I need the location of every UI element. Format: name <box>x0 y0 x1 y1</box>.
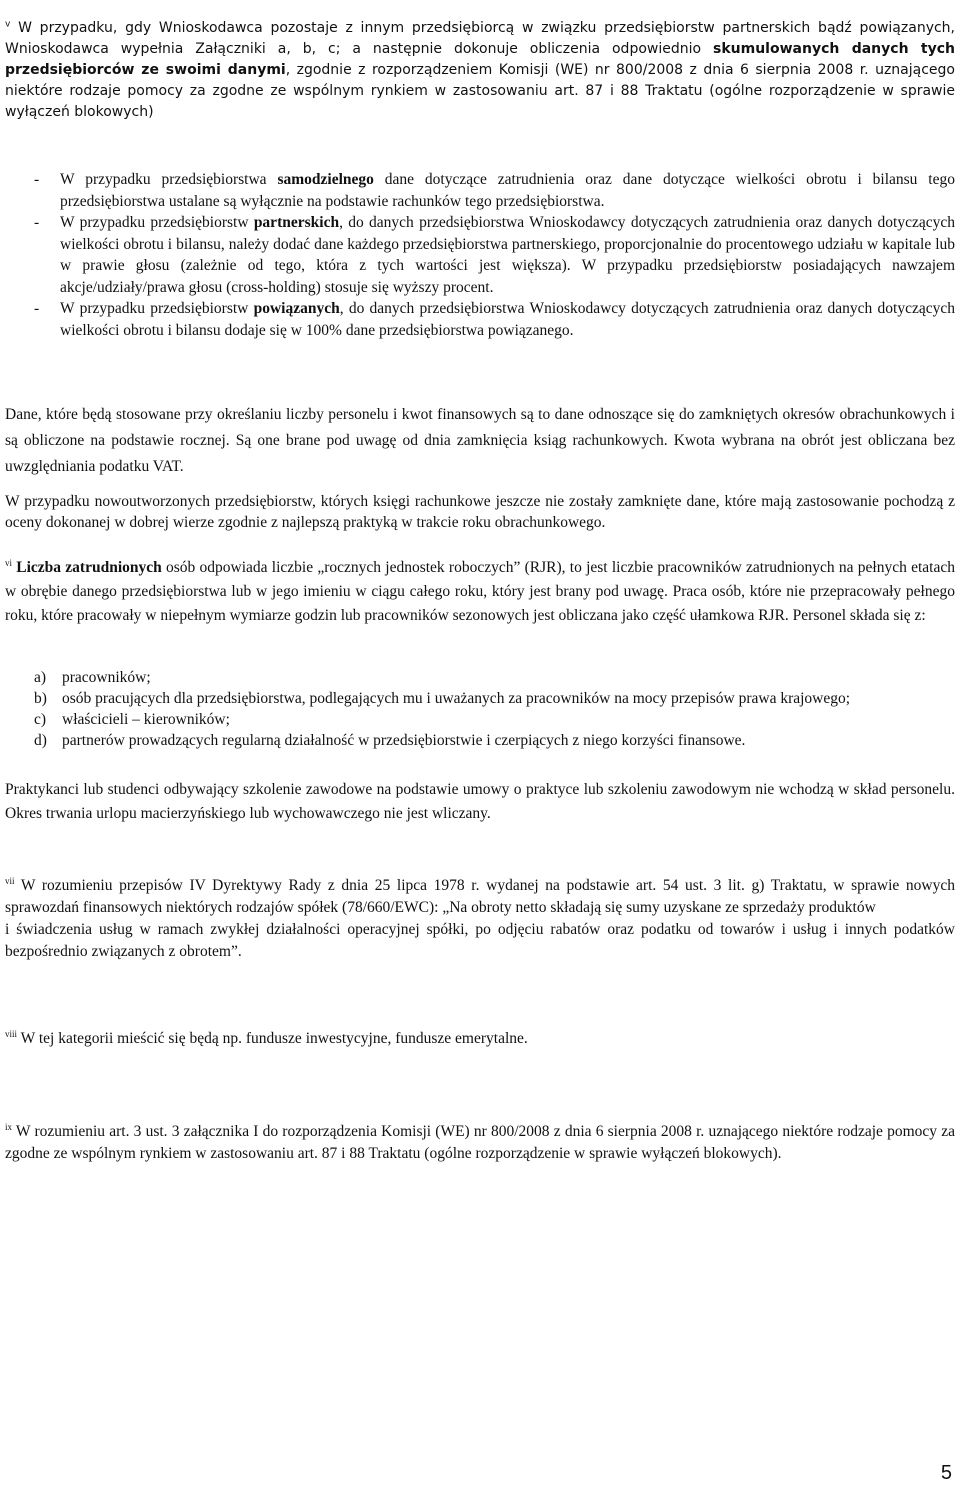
footnote-text: W rozumieniu przepisów IV Dyrektywy Rady z dnia 25 lipca 1978 r. wydanej na podstawie art. 54 ust. 3 lit. g) Traktatu, w sprawie nowych sprawozdań finansowych niektórych rodzajów spółek (78/660/EWC): „Na obroty netto składają się sumy uzyskane ze sprzedaży produktów <box>5 877 955 916</box>
footnote-bold-text: Liczba zatrudnionych <box>16 559 162 576</box>
list-marker: b) <box>34 690 47 707</box>
list-item <box>5 667 955 688</box>
list-item <box>5 709 955 730</box>
footnote-v <box>5 18 955 123</box>
list-item <box>5 688 955 709</box>
list-item <box>5 730 955 751</box>
footnote-mark: vii <box>5 875 15 886</box>
list-item <box>5 169 955 212</box>
list-text: właścicieli – kierowników; <box>62 711 230 728</box>
footnote-line: i świadczenia usług w ramach zwykłej działalności operacyjnej spółki, po odjęciu rabatów oraz podatku od towarów i usług i innych podatków bezpośrednio związanych z obrotem”. <box>5 921 955 960</box>
footnote-text: osób odpowiada liczbie „rocznych jednostek roboczych” (RJR), to jest liczbie pracowników zatrudnionych na pełnych etatach w obrębie danego przedsiębiorstwa lub w jego imieniu w ciągu całego roku, który jest brany pod uwagę. Praca osób, które nie przepracowały pełnego roku, które pracowały w niepełnym wymiarze godzin lub pracowników sezonowych jest obliczana jako część ułamkowa RJR. Personel składa się z: <box>5 559 956 624</box>
list-marker: d) <box>34 732 47 749</box>
footnote-vii <box>5 875 955 963</box>
footnote-mark: ix <box>5 1121 13 1132</box>
list-text: dane dotyczące zatrudnienia oraz dane dotyczące wielkości obrotu i bilansu tego przedsiębiorstwa ustalane są wyłącznie na podstawie rachunków tego przedsiębiorstwa. <box>60 171 955 210</box>
page-number: 5 <box>940 1462 952 1484</box>
list-bold-text: samodzielnego <box>277 171 374 188</box>
paragraph-data-source: Dane, które będą stosowane przy określaniu liczby personelu i kwot finansowych są to dane odnoszące się do zamkniętych okresów obrachunkowych i są obliczone na podstawie rocznej. Są one brane pod uwagę od dnia zamknięcia ksiąg rachunkowych. Kwota wybrana na obrót jest obliczana bez uwzględniania podatku VAT. <box>5 406 955 475</box>
list-marker: a) <box>34 669 47 686</box>
footnote-vi <box>5 556 955 628</box>
footnote-mark: viii <box>5 1028 18 1039</box>
paragraph-trainees: Praktykanci lub studenci odbywający szkolenie zawodowe na podstawie umowy o praktyce lub szkoleniu zawodowym nie wchodzą w skład personelu. Okres trwania urlopu macierzyńskiego lub wychowawczego nie jest wliczany. <box>5 781 955 822</box>
footnote-viii <box>5 1028 955 1050</box>
footnote-bold-text: skumulowanych danych tych przedsiębiorców ze swoimi danymi <box>5 41 955 78</box>
footnote-text: W rozumieniu art. 3 ust. 3 załącznika I do rozporządzenia Komisji (WE) nr 800/2008 z dnia 6 sierpnia 2008 r. uznającego niektóre rodzaje pomocy za zgodne ze wspólnym rynkiem w zastosowaniu art. 87 i 88 Traktatu (ogólne rozporządzenie w sprawie wyłączeń blokowych). <box>5 1123 955 1162</box>
footnote-mark: v <box>5 19 11 30</box>
personnel-list <box>5 667 955 751</box>
list-text: , do danych przedsiębiorstwa Wnioskodawcy dotyczących zatrudnienia oraz danych dotyczących wielkości obrotu i bilansu dodaje się w 100% dane przedsiębiorstwa powiązanego. <box>60 300 955 339</box>
list-text: W przypadku przedsiębiorstwa <box>60 171 278 188</box>
enterprise-types-list <box>5 169 955 341</box>
list-bold-text: partnerskich <box>253 214 340 231</box>
footnote-mark: vi <box>5 557 13 568</box>
list-text: osób pracujących dla przedsiębiorstwa, podlegających mu i uważanych za pracowników na mocy przepisów prawa krajowego; <box>62 690 851 707</box>
list-marker: c) <box>34 711 47 728</box>
list-item <box>5 212 955 298</box>
list-item <box>5 298 955 341</box>
footnote-ix <box>5 1121 955 1165</box>
list-text: W przypadku przedsiębiorstw <box>60 300 254 317</box>
list-text: W przypadku przedsiębiorstw <box>60 214 254 231</box>
list-bold-text: powiązanych <box>253 300 340 317</box>
footnote-text: , zgodnie z rozporządzeniem Komisji (WE) nr 800/2008 z dnia 6 sierpnia 2008 r. uznającego niektóre rodzaje pomocy za zgodne ze wspólnym rynkiem w zastosowaniu art. 87 i 88 Traktatu (ogólne rozporządzenie w sprawie wyłączeń blokowych) <box>5 62 955 120</box>
paragraph-new-enterprises: W przypadku nowoutworzonych przedsiębiorstw, których księgi rachunkowe jeszcze nie zostały zamknięte dane, które mają zastosowanie pochodzą z oceny dokonanej w dobrej wierze zgodnie z najlepszą praktyką w trakcie roku obrachunkowego. <box>5 493 955 531</box>
footnote-text: W tej kategorii mieścić się będą np. fundusze inwestycyjne, fundusze emerytalne. <box>17 1030 528 1047</box>
list-text: pracowników; <box>62 669 151 686</box>
footnote-line <box>5 875 955 919</box>
list-text: partnerów prowadzących regularną działalność w przedsiębiorstwie i czerpiących z niego korzyści finansowe. <box>62 732 746 749</box>
footnote-text: W przypadku, gdy Wnioskodawca pozostaje z innym przedsiębiorcą w związku przedsiębiorstw partnerskich bądź powiązanych, Wnioskodawca wypełnia Załączniki a, b, c; a następnie dokonuje obliczenia odpowiednio <box>5 20 955 57</box>
list-dash: - <box>34 214 40 231</box>
list-dash: - <box>34 171 40 188</box>
list-dash: - <box>34 300 40 317</box>
list-text: , do danych przedsiębiorstwa Wnioskodawcy dotyczących zatrudnienia oraz danych dotyczących wielkości obrotu i bilansu, należy dodać dane każdego przedsiębiorstwa partnerskiego, proporcjonalnie do procentowego udziału w kapitale lub w prawie głosu (zależnie od tego, która z tych wartości jest większa). W przypadku przedsiębiorstw posiadających nawzajem akcje/udziały/prawa głosu (cross-holding) stosuje się wyższy procent. <box>60 214 955 296</box>
